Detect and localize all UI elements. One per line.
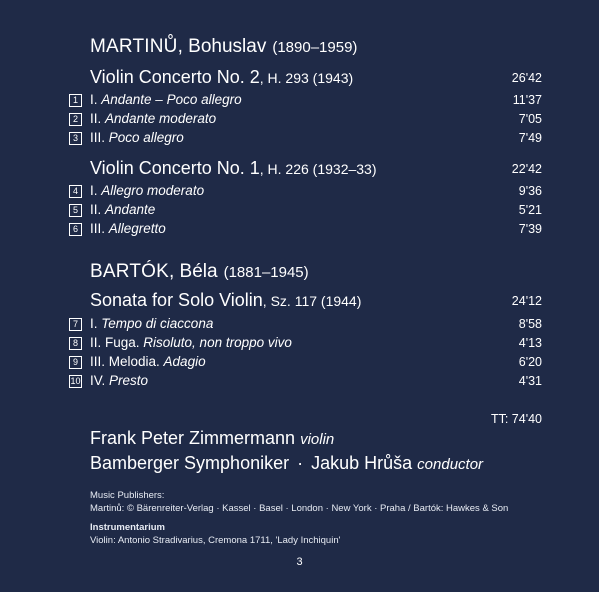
composer-heading-martinu — [90, 36, 357, 58]
track-number-box: 2 — [69, 113, 82, 126]
instrumentarium-heading: Instrumentarium — [90, 522, 165, 533]
orchestra-name: Bamberger Symphoniker — [90, 453, 290, 473]
track-row — [69, 183, 542, 201]
track-label: II. Andante — [90, 202, 156, 217]
conductor-role: conductor — [417, 456, 484, 473]
total-time: TT: 74'40 — [490, 412, 542, 426]
composer-given-name: , Béla — [168, 261, 218, 282]
track-number-box: 3 — [69, 132, 82, 145]
track-label: I. Andante – Poco allegro — [90, 92, 242, 107]
work-duration: 22'42 — [511, 162, 542, 176]
track-label: III. Poco allegro — [90, 130, 184, 145]
orchestra-line — [90, 453, 483, 474]
work-duration: 26'42 — [511, 71, 542, 85]
track-number-box: 5 — [69, 204, 82, 217]
work-catalogue: , H. 226 (1932–33) — [259, 161, 377, 177]
work-title: Violin Concerto No. 2 — [90, 67, 260, 87]
work-title: Sonata for Solo Violin — [90, 290, 263, 310]
work-duration: 24'12 — [511, 294, 542, 308]
track-row — [69, 202, 542, 220]
soloist-line — [90, 428, 334, 449]
track-row — [69, 221, 542, 239]
separator-dot: · — [297, 453, 304, 473]
track-label: III. Allegretto — [90, 221, 166, 236]
track-duration: 4'31 — [518, 374, 542, 388]
work-violin-concerto-1 — [90, 158, 542, 179]
track-row — [69, 316, 542, 334]
composer-surname: MARTINŮ — [90, 36, 178, 57]
track-duration: 6'20 — [518, 355, 542, 369]
track-number-box: 1 — [69, 94, 82, 107]
track-duration: 11'37 — [512, 93, 542, 107]
work-catalogue: , H. 293 (1943) — [259, 70, 354, 86]
work-title: Violin Concerto No. 1 — [90, 158, 260, 178]
track-row — [69, 130, 542, 148]
track-number-box: 8 — [69, 337, 82, 350]
conductor-name: Jakub Hrůša — [311, 453, 413, 473]
work-solo-sonata — [90, 290, 542, 311]
instrumentarium-text: Violin: Antonio Stradivarius, Cremona 1711, 'Lady Inchiquin' — [90, 535, 341, 546]
soloist-name: Frank Peter Zimmermann — [90, 428, 296, 448]
track-label: I. Tempo di ciaccona — [90, 316, 214, 331]
track-row — [69, 92, 542, 110]
track-label: IV. Presto — [90, 373, 149, 388]
work-catalogue: , Sz. 117 (1944) — [262, 293, 362, 309]
track-label: II. Fuga. Risoluto, non troppo vivo — [90, 335, 292, 350]
track-duration: 7'49 — [518, 131, 542, 145]
composer-dates: (1881–1945) — [223, 264, 309, 281]
track-row — [69, 373, 542, 391]
track-duration: 5'21 — [518, 203, 542, 217]
work-violin-concerto-2 — [90, 67, 542, 88]
track-number-box: 4 — [69, 185, 82, 198]
composer-given-name: , Bohuslav — [177, 36, 267, 57]
track-row — [69, 111, 542, 129]
publishers-text: Martinů: © Bärenreiter-Verlag · Kassel · Basel · London · New York · Praha / Bartók: Hawkes & Son — [90, 503, 509, 514]
track-number-box: 10 — [70, 376, 81, 386]
track-row — [69, 335, 542, 353]
track-duration: 7'05 — [518, 112, 542, 126]
track-number-box: 7 — [69, 318, 82, 331]
soloist-role: violin — [300, 431, 335, 448]
track-label: I. Allegro moderato — [90, 183, 205, 198]
track-duration: 9'36 — [518, 184, 542, 198]
composer-surname: BARTÓK — [90, 261, 169, 282]
track-duration: 7'39 — [518, 222, 542, 236]
track-duration: 4'13 — [518, 336, 542, 350]
track-label: III. Melodia. Adagio — [90, 354, 206, 369]
composer-heading-bartok — [90, 261, 309, 283]
track-row — [69, 354, 542, 372]
publishers-heading: Music Publishers: — [90, 490, 165, 501]
page-number: 3 — [296, 556, 303, 568]
track-label: II. Andante moderato — [90, 111, 217, 126]
track-duration: 8'58 — [518, 317, 542, 331]
composer-dates: (1890–1959) — [272, 39, 358, 56]
track-number-box: 9 — [69, 356, 82, 369]
track-number-box: 6 — [69, 223, 82, 236]
